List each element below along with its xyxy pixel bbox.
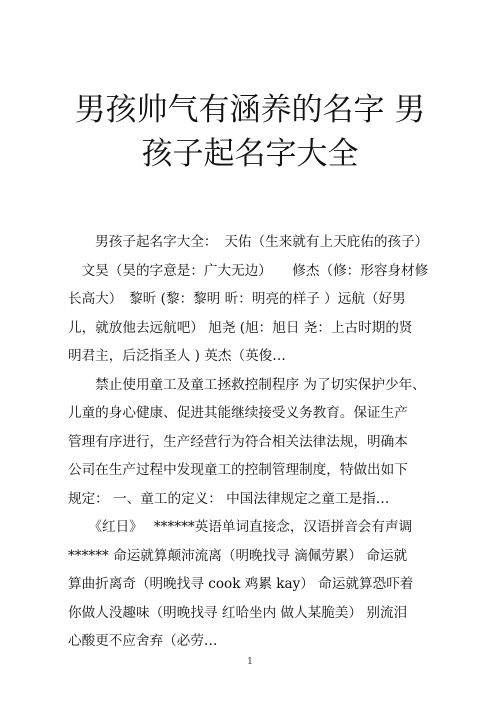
body-line: 儿，就放他去远航吧） 旭尧 (旭：旭日 尧：上古时期的贤 bbox=[68, 319, 413, 336]
document-body bbox=[68, 228, 433, 656]
body-line: 《红日》 ******英语单词直接念，汉语拼音会有声调 bbox=[68, 519, 413, 535]
body-line: 男孩子起名字大全： 天佑（生来就有上天庇佑的孩子） bbox=[68, 234, 429, 250]
body-line: ****** 命运就算颠沛流离（明晚找寻 滴佩劳累） 命运就 bbox=[68, 547, 408, 564]
body-line: 禁止使用童工及童工拯救控制程序 为了切实保护少年、 bbox=[68, 376, 426, 393]
title-line-2: 孩子起名字大全 bbox=[141, 136, 359, 172]
body-line: 明君主，后泛指圣人 ) 英杰（英俊… bbox=[68, 348, 286, 364]
body-line: 心酸更不应舍弃（必劳… bbox=[68, 633, 218, 649]
page-number: 1 bbox=[247, 657, 253, 667]
body-line: 你做人没趣味（明晚找寻 红哈坐内 做人某脆美） 别流泪 bbox=[68, 604, 408, 621]
body-line: 规定： 一、童工的定义： 中国法律规定之童工是指… bbox=[68, 490, 390, 507]
body-line: 儿童的身心健康、促进其能继续接受义务教育。保证生产 bbox=[68, 405, 408, 421]
body-line: 文昊（昊的字意是：广大无边） 修杰（修：形容身材修 bbox=[68, 262, 429, 279]
body-line: 管理有序进行，生产经营行为符合相关法律法规，明确本 bbox=[68, 433, 408, 450]
title-line-1: 男孩帅气有涵养的名字 男 bbox=[74, 92, 426, 128]
document-title bbox=[40, 88, 460, 176]
body-line: 公司在生产过程中发现童工的控制管理制度，特做出如下 bbox=[68, 462, 408, 478]
body-line: 长高大） 黎昕 (黎：黎明 昕：明亮的样子 ）远航（好男 bbox=[68, 291, 406, 307]
body-line: 算曲折离奇（明晚找寻 cook 鸡累 kay） 命运就算恐吓着 bbox=[68, 576, 414, 592]
